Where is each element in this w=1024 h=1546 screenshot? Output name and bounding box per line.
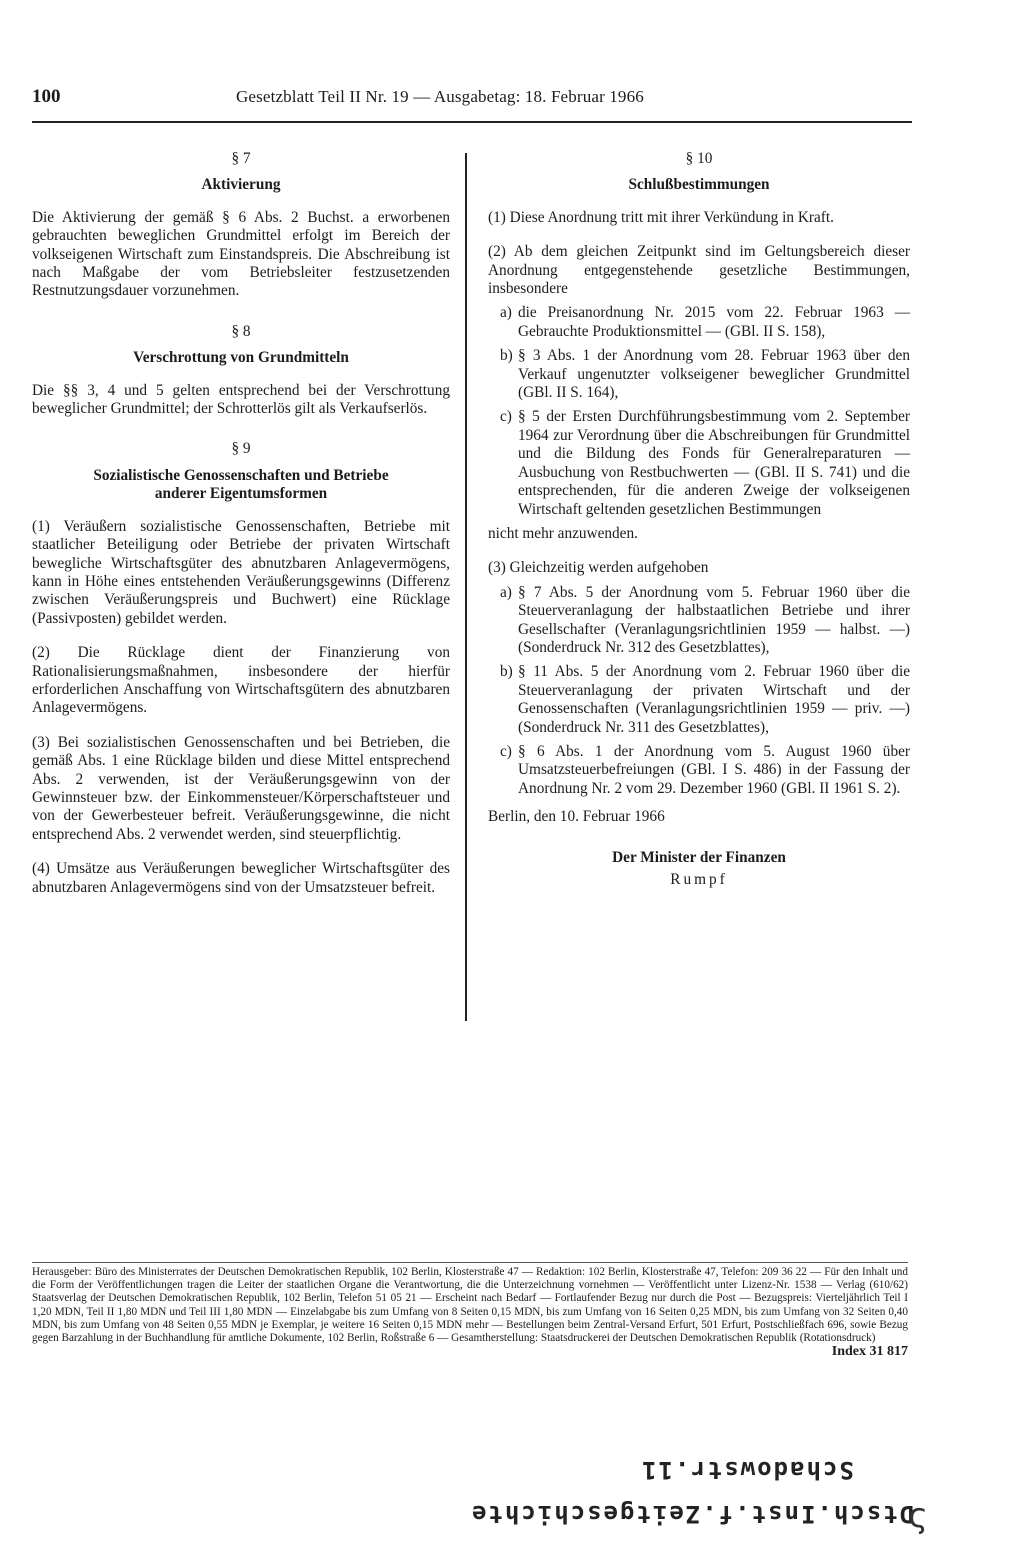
place-date: Berlin, den 10. Februar 1966	[488, 808, 665, 826]
section-8-number: § 8	[231, 322, 251, 340]
section-7-text: Die Aktivierung der gemäß § 6 Abs. 2 Buchst. a erworbenen gebrauchten beweglichen Grundmittel erfolgt im Bereich der volkseigenen Wirtschaft zum Einstandspreis. Die Abschreibung ist nach Maßgabe der vom Betriebsleiter festzusetzenden Restnutzungsdauer vorzunehmen.	[32, 208, 450, 300]
imprint-text: Herausgeber: Büro des Ministerrates der Deutschen Demokratischen Republik, 102 Berlin, Klosterstraße 47 — Redaktion: 102 Berlin, Klosterstraße 47, Telefon: 209 36 22 — Für den Inhalt und die Form der Veröffentlichungen tragen die Leiter der staatlichen Organe die Verantwortung, die die Unterzeichnung vornehmen — Veröffentlicht unter Lizenz-Nr. 1538 — Verlag (610/62) Staatsverlag der Deutschen Demokratischen Republik, 102 Berlin, Telefon 51 05 21 — Erscheint nach Bedarf — Fortlaufender Bezug nur durch die Post — Bezugspreis: Vierteljährlich Teil I 1,20 MDN, Teil II 1,80 MDN und Teil III 1,80 MDN — Einzelabgabe bis zum Umfang von 8 Seiten 0,15 MDN, bis zum Umfang von 16 Seiten 0,25 MDN, bis zum Umfang von 32 Seiten 0,40 MDN, bis zum Umfang von 48 Seiten 0,55 MDN je Exemplar, je weitere 16 Seiten 0,15 MDN mehr — Bestellungen beim Zentral-Versand Erfurt, 501 Erfurt, Postschließfach 696, sowie Bezug gegen Barzahlung in der Buchhandlung für amtliche Dokumente, 102 Berlin, Roßstraße 6 — Gesamtherstellung: Staatsdruckerei der Deutschen Demokratischen Republik (Rotationsdruck)	[32, 1266, 908, 1345]
list-item	[488, 408, 910, 518]
section-9-paragraph-4: (4) Umsätze aus Veräußerungen beweglicher Wirtschaftsgüter des abnutzbaren Anlagevermögens sind von der Umsatzsteuer befreit.	[32, 860, 450, 896]
section-9-paragraph-3: (3) Bei sozialistischen Genossenschaften und bei Betrieben, die gemäß Abs. 1 eine Rücklage bilden und diese Mittel entsprechend Abs. 2 verwenden, ist der Veräußerungsgewinn von der Gewinnsteuer bzw. der Einkommensteuer/Körperschaftsteuer und von der Gewerbesteuer befreit. Veräußerungsgewinne, die nicht entsprechend Abs. 2 verwendet werden, sind steuerpflichtig.	[32, 733, 450, 843]
section-10-paragraph-2-end: nicht mehr anzuwenden.	[488, 524, 638, 542]
list-text: § 6 Abs. 1 der Anordnung vom 5. August 1960 über Umsatzsteuerbefreiungen (GBl. I S. 486) in der Fassung der Anordnung Nr. 2 vom 29. Dezember 1960 (GBl. II 1961 S. 2).	[518, 742, 910, 797]
list-item	[488, 743, 910, 798]
library-stamp-line-1: Schadowstr.11	[640, 1456, 854, 1484]
section-9-paragraph-1: (1) Veräußern sozialistische Genossenschaften, Betriebe mit staatlicher Beteiligung oder Betriebe der privaten Wirtschaft bewegliche Wirtschaftsgüter des abnutzbaren Anlagevermögens, kann in Höhe eines entstehenden Veräußerungsgewinns (Differenz zwischen Veräußerungspreis und Buchwert) eine Rücklage (Passivposten) gebildet werden.	[32, 517, 450, 627]
section-10-number: § 10	[685, 150, 713, 167]
list-marker: c)	[500, 742, 512, 760]
signatory-title: Der Minister der Finanzen	[612, 848, 786, 866]
left-column	[32, 150, 450, 913]
section-9-title: Sozialistische Genossenschaften und Betriebe anderer Eigentumsformen	[93, 466, 389, 503]
list-item	[488, 304, 910, 341]
section-10-paragraph-1: (1) Diese Anordnung tritt mit ihrer Verkündung in Kraft.	[488, 208, 834, 226]
section-7-number: § 7	[231, 150, 251, 167]
column-divider	[465, 153, 467, 1021]
list-marker: a)	[500, 304, 512, 322]
section-10-title: Schlußbestimmungen	[628, 176, 770, 194]
section-9-paragraph-2: (2) Die Rücklage dient der Finanzierung von Rationalisierungsmaßnahmen, insbesondere der hierfür erforderlichen Anschaffung von Wirtschaftsgütern des abnutzbaren Anlagevermögens.	[32, 644, 450, 717]
list-text: § 5 der Ersten Durchführungsbestimmung vom 2. September 1964 zur Verordnung über die Abschreibungen für Grundmittel und die Bildung des Fonds für Generalreparaturen — Ausbuchung von Restbuchwerten — (GBl. II S. 741) und die entsprechenden, für die anderen Zweige der volkseigenen Wirtschaft geltenden gesetzlichen Bestimmungen	[518, 408, 910, 518]
section-7-title: Aktivierung	[201, 176, 281, 194]
list-marker: c)	[500, 408, 512, 426]
right-column	[488, 150, 910, 889]
header-rule	[32, 121, 912, 123]
list-text: § 3 Abs. 1 der Anordnung vom 28. Februar 1963 über den Verkauf ungenutzter volkseigener beweglicher Grundmittel (GBl. II S. 164),	[518, 347, 910, 402]
index-number: Index 31 817	[831, 1344, 908, 1360]
section-9-number: § 9	[231, 440, 251, 458]
library-stamp-line-2: Dtsch.Inst.f.Zeitgeschichte	[470, 1500, 915, 1528]
imprint	[32, 1262, 908, 1358]
list-text: die Preisanordnung Nr. 2015 vom 22. Februar 1963 — Gebrauchte Produktionsmittel — (GBl. II S. 158),	[518, 304, 910, 340]
list-marker: b)	[500, 663, 513, 681]
list-item	[488, 347, 910, 402]
running-title: Gesetzblatt Teil II Nr. 19 — Ausgabetag: 18. Februar 1966	[236, 87, 644, 106]
signatory-name: Rumpf	[670, 871, 728, 888]
section-8-title: Verschrottung von Grundmitteln	[133, 349, 349, 367]
section-8-text: Die §§ 3, 4 und 5 gelten entsprechend bei der Verschrottung beweglicher Grundmittel; der Schrotterlös gilt als Verkaufserlös.	[32, 381, 450, 418]
page-number: 100	[32, 86, 61, 107]
list-item	[488, 663, 910, 737]
section-10-paragraph-2: (2) Ab dem gleichen Zeitpunkt sind im Geltungsbereich dieser Anordnung entgegenstehende gesetzliche Bestimmungen, insbesondere	[488, 243, 910, 298]
page-header	[32, 86, 912, 112]
list-text: § 7 Abs. 5 der Anordnung vom 5. Februar 1960 über die Steuerveranlagung der halbstaatlichen Betriebe und ihrer Gesellschafter (Veranlagungsrichtlinien 1959 — halbst. —) (Sonderdruck Nr. 312 des Gesetzblattes),	[518, 583, 910, 656]
list-marker: a)	[500, 583, 512, 601]
section-10-paragraph-3: (3) Gleichzeitig werden aufgehoben	[488, 559, 709, 577]
handwritten-mark-icon: ς	[908, 1496, 928, 1536]
list-item	[488, 584, 910, 658]
list-marker: b)	[500, 347, 513, 365]
list-text: § 11 Abs. 5 der Anordnung vom 2. Februar 1960 über die Steuerveranlagung der privaten Wirtschaft und der Genossenschaften (Veranlagungsrichtlinien 1959 — priv. —) (Sonderdruck Nr. 311 des Gesetzblattes),	[518, 663, 910, 736]
